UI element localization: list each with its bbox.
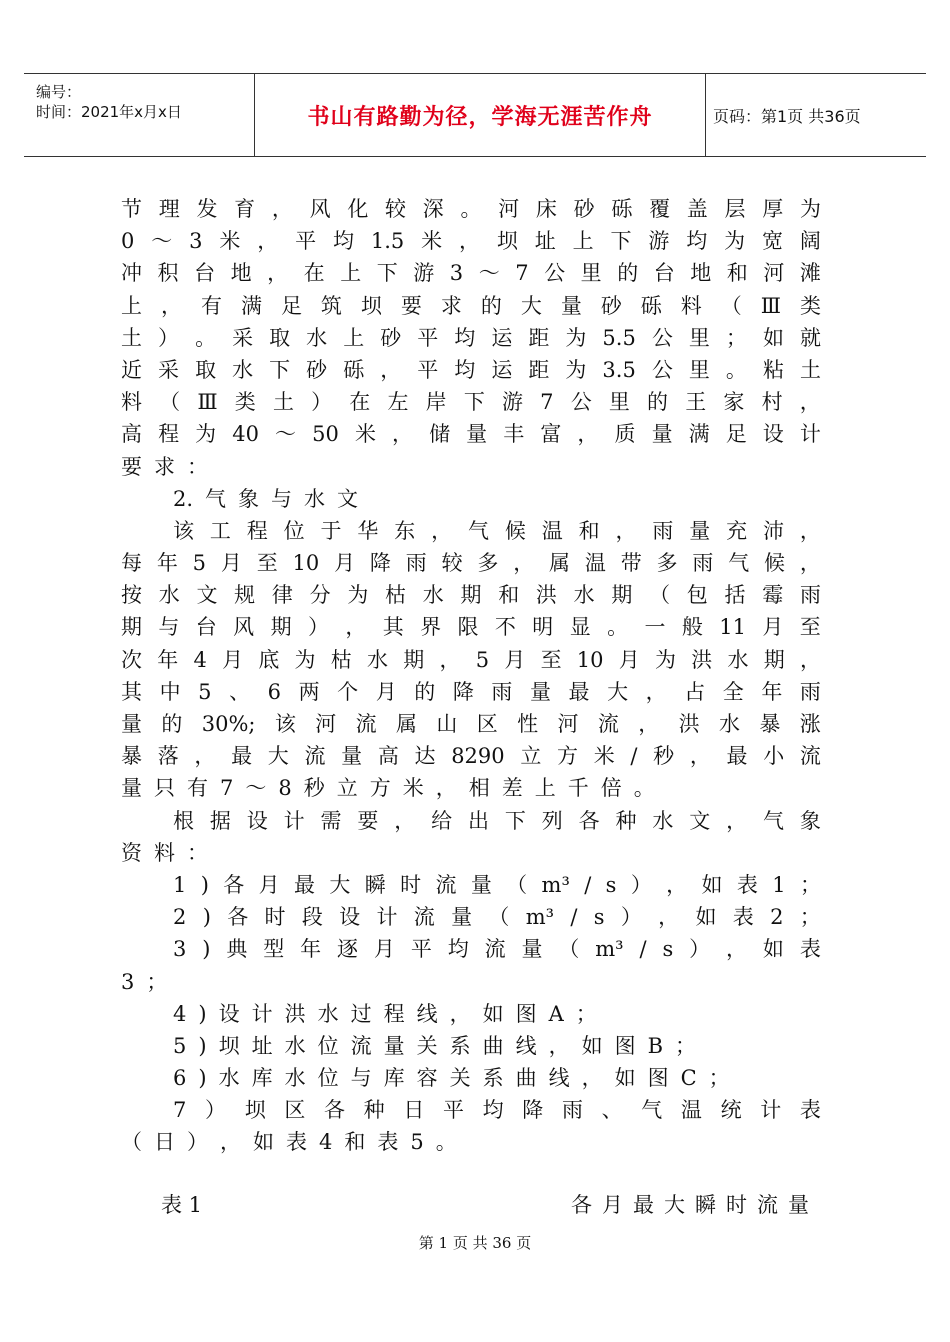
page-info: 页码：第1页 共36页: [713, 106, 861, 126]
body-line: 0 ～ 3 米 ， 平 均 1.5 米 ， 坝 址 上 下 游 均 为 宽 阔: [121, 229, 821, 254]
body-line: 量 只 有 7 ～ 8 秒 立 方 米 ， 相 差 上 千 倍 。: [121, 776, 655, 801]
table-caption: [121, 1189, 821, 1221]
body-line: 2. 气 象 与 水 文: [173, 486, 359, 511]
body-line: 3 ；: [121, 969, 168, 994]
body-line: 资 料 ：: [121, 840, 208, 865]
time-label: 时间：2021年x月x日: [36, 103, 182, 121]
body-line: 1 ) 各 月 最 大 瞬 时 流 量 （ m³ / s ） ， 如 表 1 ；: [173, 872, 821, 897]
body-line: 每 年 5 月 至 10 月 降 雨 较 多 ， 属 温 带 多 雨 气 候 ，: [121, 551, 821, 576]
body-line: 节 理 发 育 ， 风 化 较 深 。 河 床 砂 砾 覆 盖 层 厚 为: [121, 197, 821, 221]
body-line: 料 （ Ⅲ 类 土 ） 在 左 岸 下 游 7 公 里 的 王 家 村 ，: [121, 390, 821, 415]
body-line: 上 ， 有 满 足 筑 坝 要 求 的 大 量 砂 砾 料 （ Ⅲ 类: [121, 293, 821, 318]
body-line: 冲 积 台 地 ， 在 上 下 游 3 ～ 7 公 里 的 台 地 和 河 滩: [121, 261, 821, 286]
body-line: 该 工 程 位 于 华 东 ， 气 候 温 和 ， 雨 量 充 沛 ，: [173, 518, 821, 543]
body-line: 3 ) 典 型 年 逐 月 平 均 流 量 （ m³ / s ） ， 如 表: [173, 937, 821, 962]
body-line: 其 中 5 、 6 两 个 月 的 降 雨 量 最 大 ， 占 全 年 雨: [121, 679, 821, 704]
body-line: 4 ) 设 计 洪 水 过 程 线 ， 如 图 A ；: [173, 1001, 597, 1026]
body-line: 2 ) 各 时 段 设 计 流 量 （ m³ / s ） ， 如 表 2 ；: [173, 905, 821, 930]
body-line: 根 据 设 计 需 要 ， 给 出 下 列 各 种 水 文 ， 气 象: [173, 808, 821, 833]
body-line: 近 采 取 水 下 砂 砾 ， 平 均 运 距 为 3.5 公 里 。 粘 土: [121, 357, 821, 382]
number-label: 编号：: [36, 83, 82, 101]
header-meta: [32, 74, 254, 156]
body-line: 要 求 ：: [121, 454, 208, 479]
table-title: 各月最大瞬时流量: [571, 1193, 819, 1217]
body-line: 量 的 30%; 该 河 流 属 山 区 性 河 流 ， 洪 水 暴 涨: [121, 712, 821, 736]
page-footer: 第 1 页 共 36 页: [418, 1234, 532, 1252]
body-line: 7 ） 坝 区 各 种 日 平 均 降 雨 、 气 温 统 计 表: [173, 1098, 821, 1123]
body-line: 次 年 4 月 底 为 枯 水 期 ， 5 月 至 10 月 为 洪 水 期 ，: [121, 647, 821, 672]
body-line: 按 水 文 规 律 分 为 枯 水 期 和 洪 水 期 （ 包 括 霉 雨: [121, 583, 821, 608]
body-line: 高 程 为 40 ～ 50 米 ， 储 量 丰 富 ， 质 量 满 足 设 计: [121, 422, 821, 447]
page-header: [24, 73, 926, 157]
body-line: 暴 落 ， 最 大 流 量 高 达 8290 立 方 米 / 秒 ， 最 小 流: [121, 744, 821, 769]
body-line: 5 ) 坝 址 水 位 流 量 关 系 曲 线 ， 如 图 B ；: [173, 1033, 697, 1058]
body-line: 6 ) 水 库 水 位 与 库 容 关 系 曲 线 ， 如 图 C ；: [173, 1066, 730, 1091]
body-line: 土 ） 。 采 取 水 上 砂 平 均 运 距 为 5.5 公 里 ； 如 就: [121, 325, 821, 350]
header-motto-cell: [254, 74, 706, 156]
body-line: （ 日 ） ， 如 表 4 和 表 5 。: [121, 1130, 457, 1155]
body-line: 期 与 台 风 期 ） ， 其 界 限 不 明 显 。 一 般 11 月 至: [121, 615, 821, 640]
body-text: [121, 193, 821, 1159]
table-label: 表 1: [161, 1193, 203, 1217]
header-page-cell: [705, 74, 934, 156]
motto: 书山有路勤为径，学海无涯苦作舟: [307, 104, 653, 130]
